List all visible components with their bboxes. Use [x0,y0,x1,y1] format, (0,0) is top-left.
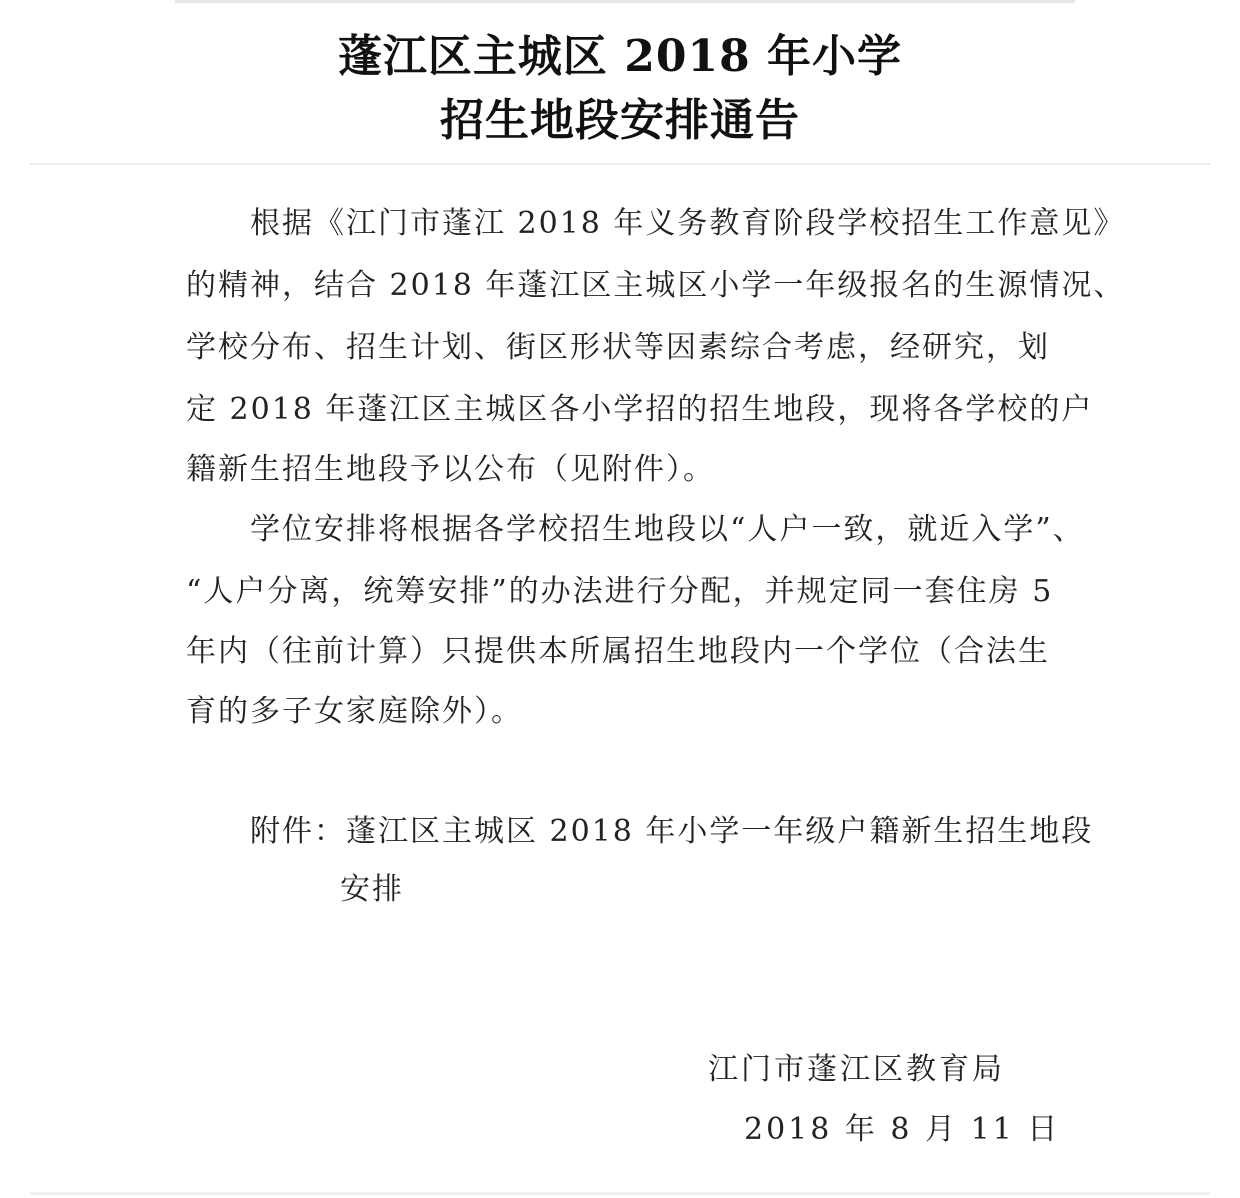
scan-top-edge [175,0,1075,3]
attachment-line-2: 安排 [340,872,404,907]
paragraph-1-line-2: 的精神，结合 2018 年蓬江区主城区小学一年级报名的生源情况、 [186,268,1126,303]
scan-bottom-edge [30,1192,1210,1195]
paragraph-2-line-3: 年内（往前计算）只提供本所属招生地段内一个学位（合法生 [186,634,1050,669]
paragraph-1-line-1: 根据《江门市蓬江 2018 年义务教育阶段学校招生工作意见》 [250,206,1126,241]
document-title-line-1: 蓬江区主城区 2018 年小学 [337,31,903,82]
attachment-line-1: 附件：蓬江区主城区 2018 年小学一年级户籍新生招生地段 [250,814,1094,849]
paragraph-1-line-5: 籍新生招生地段予以公布（见附件）。 [186,452,715,487]
paragraph-2-line-4: 育的多子女家庭除外）。 [186,694,523,729]
issuer-name: 江门市蓬江区教育局 [708,1052,1005,1087]
paragraph-2-line-1: 学位安排将根据各学校招生地段以“人户一致，就近入学”、 [250,512,1085,547]
paragraph-2-line-2: “人户分离，统筹安排”的办法进行分配，并规定同一套住房 5 [186,574,1054,609]
paragraph-1-line-3: 学校分布、招生计划、街区形状等因素综合考虑，经研究，划 [186,330,1050,365]
document-title-line-2: 招生地段安排通告 [440,95,800,146]
issue-date: 2018 年 8 月 11 日 [744,1112,1061,1147]
title-divider [30,163,1210,165]
paragraph-1-line-4: 定 2018 年蓬江区主城区各小学招的招生地段，现将各学校的户 [186,392,1094,427]
